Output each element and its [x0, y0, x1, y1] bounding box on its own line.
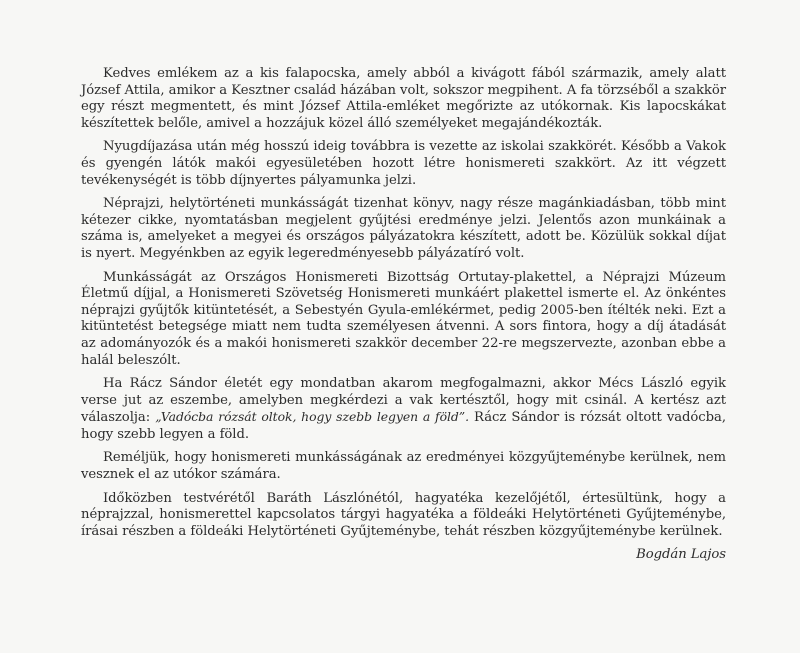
quote-trail-text: Rácz Sándor is rózsát oltott vadócba, hogy szebb legyen a föld. — [81, 410, 726, 442]
quote-lead-text: Ha Rácz Sándor életét egy mondatban akarom megfogalmazni, akkor Mécs László egyik verse jut az eszembe, amelyben megkérdezi a vak kertésztől, hogy mit csinál. A kertész azt válaszolja: — [81, 376, 726, 426]
paragraph-work: Néprajzi, helytörténeti munkásságát tizenhat könyv, nagy része magánkiadásban, több mint kétezer cikke, nyomtatásban megjelent gyűjtési eredménye jelzi. Jelentős azon munkáinak a száma is, amelyeket a megyei és országos pályázatokra készített, adott be. Közülük sokkal díjat is nyert. Megyénkben az egyik legeredményesebb pályázatíró volt. — [81, 196, 726, 261]
poem-quote: „Vadócba rózsát oltok, hogy szebb legyen a föld”. — [155, 409, 469, 425]
paragraph-retirement: Nyugdíjazása után még hosszú ideig továbbra is vezette az iskolai szakkörét. Később a Vakok és gyengén látók makói egyesületében hozott létre honismereti szakkört. Az itt végzett tevékenységét is több díjnyertes pályamunka jelzi. — [81, 139, 726, 188]
article-page — [81, 66, 726, 564]
paragraph-memory: Kedves emlékem az a kis falapocska, amely abból a kivágott fából származik, amely alatt József Attila, amikor a Kesztner család házában volt, sokszor megpihent. A fa törzséből a szakkör egy részt megmentett, és mint József Attila-emléket megőrizte az utókornak. Kis lapocskákat készítettek belőle, amivel a hozzájuk közel álló személyeket megajándékozták. — [81, 66, 726, 131]
paragraph-quote — [81, 376, 726, 443]
paragraph-legacy: Időközben testvérétől Baráth Lászlónétól, hagyatéka kezelőjétől, értesültünk, hogy a néprajzzal, honismerettel kapcsolatos tárgyi hagyatéka a földeáki Helytörténeti Gyűjteménybe, írásai részben a földeáki Helytörténeti Gyűjteménybe, tehát részben közgyűjteménybe kerülnek. — [81, 490, 726, 539]
paragraph-hope: Reméljük, hogy honismereti munkásságának az eredményei közgyűjteménybe kerülnek, nem vesznek el az utókor számára. — [81, 450, 726, 483]
paragraph-awards: Munkásságát az Országos Honismereti Bizottság Ortutay-plakettel, a Néprajzi Múzeum Életmű díjjal, a Honismereti Szövetség Honismereti munkáért plakettel ismerte el. Az önkéntes néprajzi gyűjtők kitüntetését, a Sebestyén Gyula-emlékérmet, pedig 2005-ben ítélték neki. Ezt a kitüntetést betegsége miatt nem tudta személyesen átvenni. A sors fintora, hogy a díj átadását az adományozók és a makói honismereti szakkör december 22-re megszervezte, azonban ebbe a halál beleszólt. — [81, 269, 726, 368]
author-signature: Bogdán Lajos — [636, 547, 726, 563]
